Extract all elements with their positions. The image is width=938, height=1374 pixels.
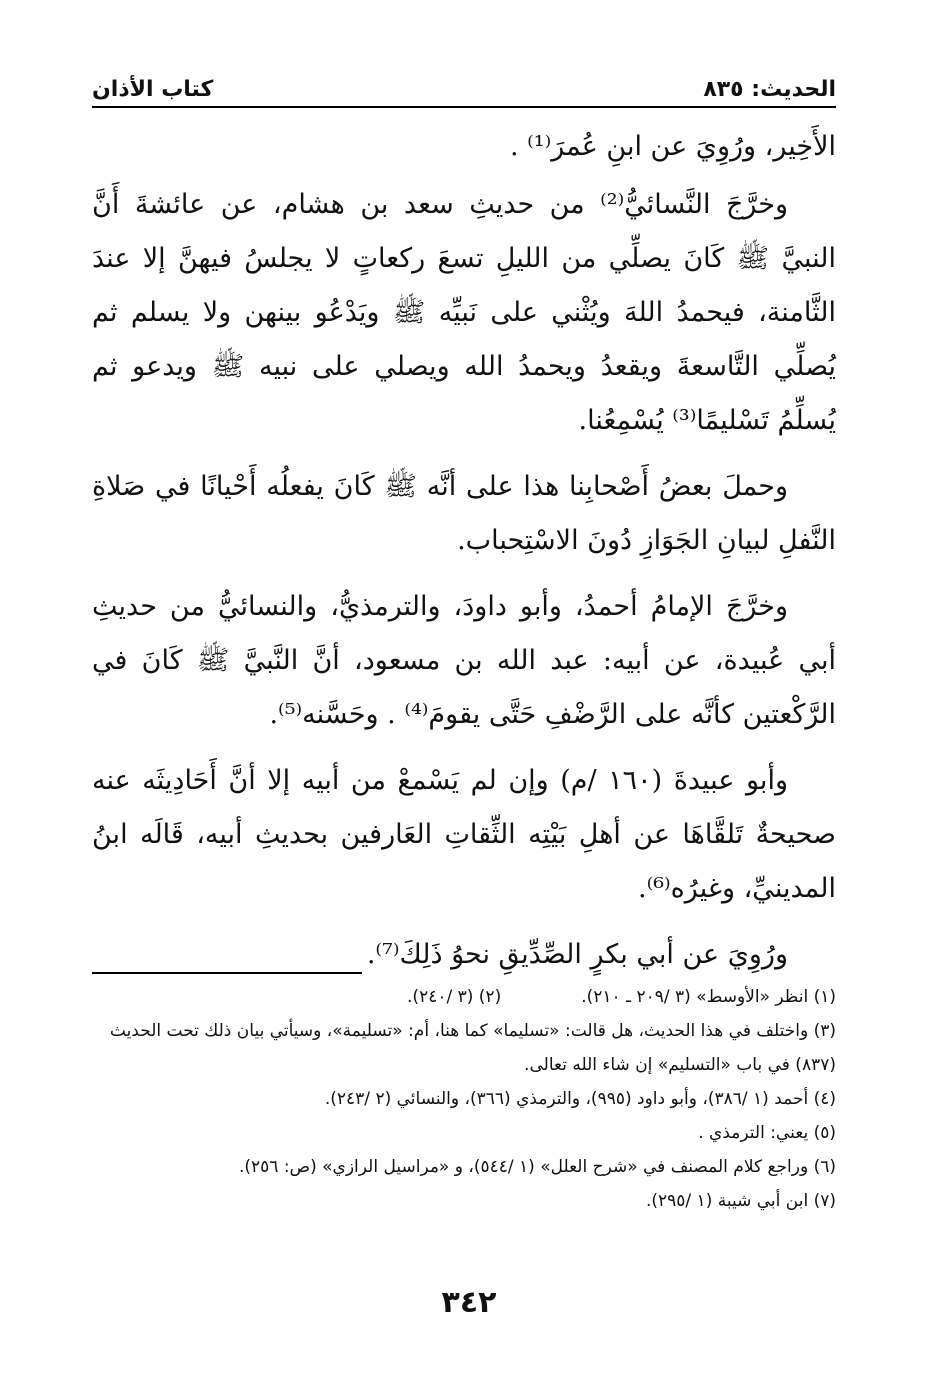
footnotes bbox=[92, 980, 836, 1218]
paragraph-6: ورُوِيَ عن أبي بكرٍ الصِّدِّيقِ نحوُ ذَلِكَ⁽⁷⁾. bbox=[366, 939, 788, 970]
footnote-separator bbox=[92, 972, 362, 974]
chapter-title-header: كتاب الأذان bbox=[92, 77, 214, 102]
paragraph-5: وأبو عبيدةَ (١٦٠ /م) وإن لم يَسْمعْ من أبيه إلا أنَّ أَحَادِيثَه عنه صحيحةٌ تَلقَّاهَا عن أهلِ بَيْتِه الثِّقاتِ العَارفين بحديثِ أبيه، قَالَه ابنُ المدينيِّ، وغيرُه⁽⁶⁾. bbox=[92, 765, 836, 904]
running-header bbox=[92, 72, 836, 108]
footnote-5: (٥) يعني: الترمذي . bbox=[698, 1123, 836, 1143]
footnote-6: (٦) وراجع كلام المصنف في «شرح العلل» (١ /٥٤٤)، و «مراسيل الرازي» (ص: ٢٥٦). bbox=[238, 1157, 836, 1177]
paragraph-2: وخرَّجَ النَّسائيُّ⁽²⁾ من حديثِ سعد بن هشام، عن عائشةَ أَنَّ النبيَّ ﷺ كَانَ يصلِّي من الليلِ تسعَ ركعاتٍ لا يجلسُ فيهنَّ إلا عندَ الثَّامنة، فيحمدُ اللهَ ويُثْني على نَبيِّه ﷺ ويَدْعُو بينهن ولا يسلم ثم يُصلِّي التَّاسعةَ ويقعدُ ويحمدُ الله ويصلي على نبيه ﷺ ويدعو ثم يُسلِّمُ تَسْليمًا⁽³⁾ يُسْمِعُنا. bbox=[92, 189, 836, 436]
footnote-row-1-2 bbox=[92, 980, 836, 1014]
paragraph-1: الأَخِير، ورُوِيَ عن ابنِ عُمرَ⁽¹⁾ . bbox=[509, 131, 836, 162]
paragraph-4: وخرَّجَ الإمامُ أحمدُ، وأبو داودَ، والترمذيُّ، والنسائيُّ من حديثِ أبي عُبيدة، عن أبيه: عبد الله بن مسعود، أنَّ النَّبيَّ ﷺ كَانَ في الرَّكْعتين كأنَّه على الرَّضْفِ حَتَّى يقومَ⁽⁴⁾ . وحَسَّنه⁽⁵⁾. bbox=[92, 591, 836, 730]
footnote-4: (٤) أحمد (١ /٣٨٦)، وأبو داود (٩٩٥)، والترمذي (٣٦٦)، والنسائي (٢ /٢٤٣). bbox=[324, 1089, 836, 1109]
paragraph-3: وحملَ بعضُ أَصْحابِنا هذا على أنَّه ﷺ كَانَ يفعلُه أَحْيانًا في صَلاةِ النَّفلِ لبيانِ الجَوَازِ دُونَ الاسْتِحباب. bbox=[92, 471, 836, 556]
hadith-number-header: الحديث: ٨٣٥ bbox=[703, 77, 836, 102]
page-number: ٣٤٢ bbox=[441, 1285, 497, 1320]
footnote-2: (٢) (٣ /٢٤٠). bbox=[407, 987, 502, 1007]
footnote-7: (٧) ابن أبي شيبة (١ /٢٩٥). bbox=[645, 1191, 836, 1211]
footnote-1: (١) انظر «الأوسط» (٣ /٢٠٩ ـ ٢١٠). bbox=[581, 987, 836, 1007]
footnote-3: (٣) واختلف في هذا الحديث، هل قالت: «تسليما» كما هنا، أم: «تسليمة»، وسيأتي بيان ذلك تحت الحديث (٨٣٧) في باب «التسليم» إن شاء الله تعالى. bbox=[109, 1021, 836, 1075]
main-text bbox=[92, 120, 836, 994]
